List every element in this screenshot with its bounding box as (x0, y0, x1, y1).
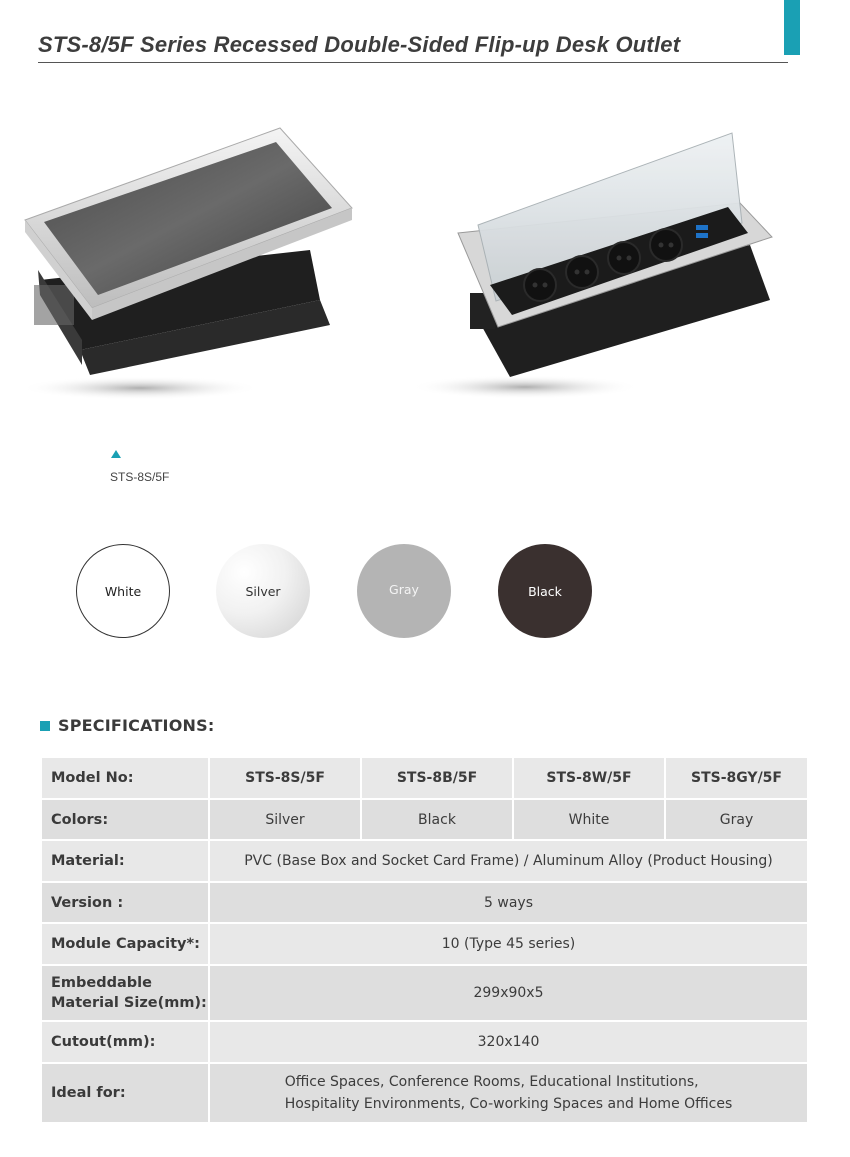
table-row (41, 1063, 808, 1123)
color-cell: White (513, 799, 665, 840)
model-caption: STS-8S/5F (110, 470, 170, 484)
embeddable-size-value: 299x90x5 (209, 965, 808, 1021)
embeddable-size-label (41, 965, 209, 1021)
cutout-value: 320x140 (209, 1021, 808, 1063)
color-cell: Silver (209, 799, 361, 840)
model-cell: STS-8S/5F (209, 757, 361, 799)
module-capacity-label: Module Capacity*: (41, 923, 209, 965)
swatch-label: White (104, 583, 142, 599)
ideal-for-value (209, 1063, 808, 1123)
table-row (41, 799, 808, 840)
ideal-for-line1: Office Spaces, Conference Rooms, Educational Institutions, (284, 1074, 699, 1090)
material-value: PVC (Base Box and Socket Card Frame) / Aluminum Alloy (Product Housing) (209, 840, 808, 882)
cutout-label: Cutout(mm): (41, 1021, 209, 1063)
title-underline (38, 62, 788, 63)
table-row (41, 757, 808, 799)
closed-outlet-image (20, 120, 360, 410)
module-capacity-value: 10 (Type 45 series) (209, 923, 808, 965)
table-row (41, 965, 808, 1021)
color-swatch-white (76, 544, 170, 638)
model-cell: STS-8GY/5F (665, 757, 808, 799)
table-row (41, 882, 808, 923)
triangle-marker-icon (111, 450, 121, 458)
square-bullet-icon (40, 721, 50, 731)
corner-accent-tab (784, 0, 800, 55)
specifications-heading-text: SPECIFICATIONS: (58, 716, 215, 735)
embeddable-label-line2: Material Size(mm): (51, 995, 207, 1011)
ideal-for-label: Ideal for: (41, 1063, 209, 1123)
material-label: Material: (41, 840, 209, 882)
swatch-label: Black (528, 583, 562, 599)
version-label: Version : (41, 882, 209, 923)
colors-label: Colors: (41, 799, 209, 840)
ideal-for-lines (285, 1071, 733, 1115)
version-value: 5 ways (209, 882, 808, 923)
color-swatch-silver (216, 544, 310, 638)
table-row (41, 923, 808, 965)
color-cell: Gray (665, 799, 808, 840)
embeddable-label-line1: Embeddable (51, 975, 152, 991)
swatch-label: Silver (245, 583, 281, 599)
model-cell: STS-8W/5F (513, 757, 665, 799)
swatch-label: Gray (389, 581, 419, 597)
color-swatch-black (498, 544, 592, 638)
table-row (41, 840, 808, 882)
color-swatch-gray (357, 544, 451, 638)
model-cell: STS-8B/5F (361, 757, 513, 799)
specifications-heading (40, 716, 214, 735)
model-no-label: Model No: (41, 757, 209, 799)
ideal-for-line2: Hospitality Environments, Co-working Spaces and Home Offices (284, 1096, 733, 1112)
color-cell: Black (361, 799, 513, 840)
open-outlet-image (410, 115, 790, 405)
specifications-table (40, 756, 809, 1124)
page-title: STS-8/5F Series Recessed Double-Sided Flip-up Desk Outlet (38, 32, 681, 57)
table-row (41, 1021, 808, 1063)
